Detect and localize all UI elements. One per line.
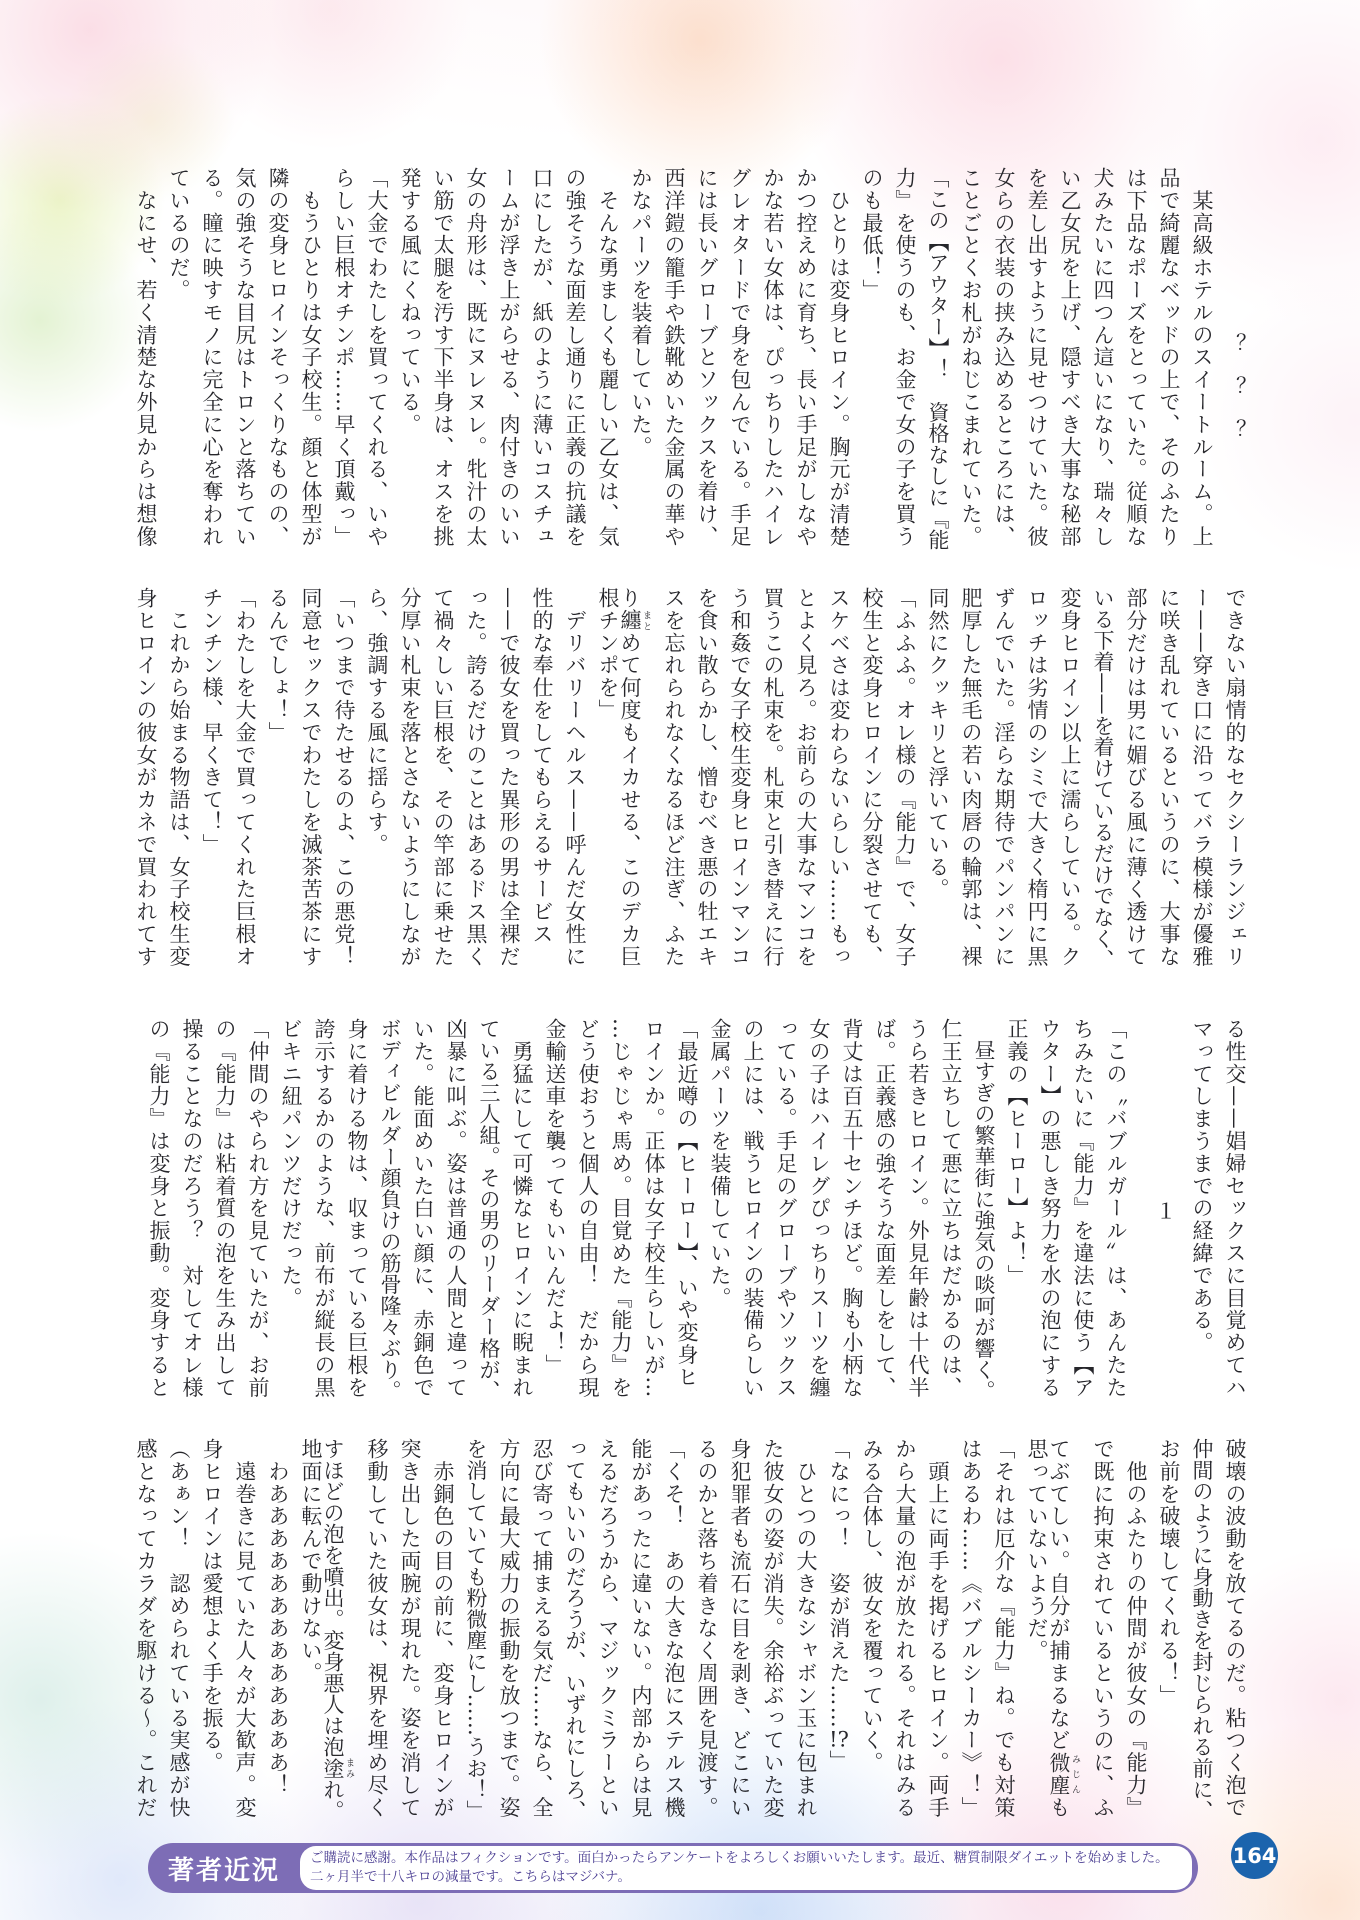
text-column: を消していても粉微塵にし……うお！」 [464, 1438, 488, 1822]
text-column: るんでしょ！」 [266, 587, 290, 744]
text-column: これから始まる物語は、女子校生変 [167, 587, 191, 968]
text-column: マってしまうまでの経緯である。 [1190, 1018, 1214, 1354]
text-column: 誇示するかのような、前布が縦長の黒 [312, 1018, 336, 1399]
text-column: ひとりは変身ヒロイン。胸元が清楚 [827, 167, 851, 548]
text-column: 「それは厄介な『能力』ね。でも対策 [992, 1438, 1016, 1819]
text-column: は下品なポーズをとっていた。従順な [1124, 167, 1148, 548]
text-column: ことごとくお札がねじこまれていた。 [959, 167, 983, 548]
text-column: すほどの泡を噴出。変身悪人は泡塗 まみれ。 [321, 1438, 354, 1822]
text-column: 身犯罪者も流石に目を剥き、どこにい [728, 1438, 752, 1819]
text-column: 身ヒロインの彼女がカネで買われてす [134, 587, 158, 968]
text-column: 校生と変身ヒロインに分裂させても、 [860, 587, 884, 968]
text-column: の強そうな面差し通りに正義の抗議を [563, 167, 587, 548]
text-column: 身ヒロインは愛想よく手を振る。 [200, 1438, 224, 1774]
text-column: ー——穿き口に沿ってバラ模様が優雅 [1190, 587, 1214, 968]
text-column: えるだろうから、マジックミラーとい [596, 1438, 620, 1819]
text-column: い乙女尻を上げ、隠すべき大事な秘部 [1058, 167, 1082, 548]
text-column: かな若い女体は、ぴっちりしたハイレ [761, 167, 785, 548]
text-column: に咲き乱れているというのに、大事な [1157, 587, 1181, 968]
text-column: 感となってカラダを駆ける～。これだ [134, 1438, 158, 1819]
text-column: 突き出した両腕が現れた。姿を消して [398, 1438, 422, 1819]
text-column: ってもいいのだろうが、いずれにしろ、 [563, 1438, 587, 1822]
text-column: いる下着——を着けているだけでなく、 [1091, 587, 1115, 971]
text-column: には長いグローブとソックスを着け、 [695, 167, 719, 548]
text-column: 頭上に両手を掲げるヒロイン。両手 [926, 1438, 950, 1819]
text-column: 「大金でわたしを買ってくれる、いや [365, 167, 389, 548]
text-column: 「くそ！ あの大きな泡にステルス機 [662, 1438, 686, 1819]
text-column: グレオタードで身を包んでいる。手足 [728, 167, 752, 548]
text-column: のも最低！」 [860, 167, 884, 302]
text-column: 女らの衣装の挟み込めるところには、 [992, 167, 1016, 548]
text-column: 背丈は百五十センチほど。胸も小柄な [840, 1018, 864, 1399]
text-column: るのかと落ち着きなく周囲を見渡す。 [695, 1438, 719, 1819]
text-column: そんな勇ましくも麗しい乙女は、気 [596, 167, 620, 548]
text-column: スを忘れられなくなるほど注ぎ、ふた [662, 587, 686, 968]
text-column: らしい巨根オチンポ……早く頂戴っ」 [332, 167, 356, 548]
text-column: る。瞳に映すモノに完全に心を奪われ [200, 167, 224, 548]
text-column: とよく見ろ。お前らの大事なマンコを [794, 587, 818, 968]
text-column: うら若きヒロイン。外見年齢は十代半 [906, 1018, 930, 1399]
text-column: 発する風にくねっている。 [398, 167, 422, 436]
text-column: 肥厚した無毛の若い肉唇の輪郭は、裸 [959, 587, 983, 968]
section-heading: ？？？ [1223, 333, 1247, 462]
section-heading: １ [1153, 1200, 1177, 1223]
text-column: の上には、戦うヒロインの装備らしい [741, 1018, 765, 1399]
text-column: 女の舟形は、既にヌレヌレ。牝汁の太 [464, 167, 488, 548]
text-column: 犬みたいに四つん這いになり、瑞々し [1091, 167, 1115, 548]
text-column: 身に着ける物は、収まっている巨根を [345, 1018, 369, 1399]
text-column: 気の強そうな目尻はトロンと落ちてい [233, 167, 257, 548]
text-column: 性的な奉仕をしてもらえるサービス [530, 587, 554, 946]
text-column: スケベさは変わらないらしい……もっ [827, 587, 851, 968]
text-column: 「ふふふ。オレ様の『能力』で、女子 [893, 587, 917, 968]
text-column: 品で綺麗なベッドの上で、そのふたり [1157, 167, 1181, 548]
text-column: ——で彼女を買った異形の男は全裸だ [497, 587, 521, 968]
text-column: …じゃじゃ馬め。目覚めた『能力』を [609, 1018, 633, 1399]
text-column: みる合体し、彼女を覆っていく。 [860, 1438, 884, 1774]
footer-label: 著者近況 [167, 1855, 280, 1886]
text-band-1 [123, 167, 1245, 551]
text-column: 力』を使うのも、お金で女の子を買う [893, 167, 917, 548]
text-column: かなパーツを装着していた。 [629, 167, 653, 459]
text-column: 口にしたが、紙のように薄いコスチュ [530, 167, 554, 548]
text-column: い筋で太腿を汚す下半身は、オスを挑 [431, 167, 455, 548]
text-column: 操ることなのだろう？ 対してオレ様 [180, 1018, 204, 1399]
text-column: 西洋鎧の籠手や鉄靴めいた金属の華や [662, 167, 686, 548]
footer-bar [148, 1843, 1198, 1893]
text-column: っている。手足のグローブやソックス [774, 1018, 798, 1399]
text-column: なにせ、若く清楚な外見からは想像 [134, 167, 158, 548]
text-column: ば。正義感の強そうな面差しをして、 [873, 1018, 897, 1399]
text-column: り纏 まとめて何度もイカせる、このデカ巨 [618, 587, 651, 968]
text-column: 「この【アウター】！ 資格なしに『能 [926, 167, 950, 551]
text-column: 破壊の波動を放てるのだ。粘つく泡で [1223, 1438, 1247, 1819]
text-column: 金属パーツを装備していた。 [708, 1018, 732, 1310]
text-column: できない扇情的なセクシーランジェリ [1223, 587, 1247, 968]
text-column: 分厚い札束を落とさないようにしなが [398, 587, 422, 968]
text-column: ウター】の悪しき努力を水の泡にする [1038, 1018, 1062, 1399]
text-column: 方向に最大威力の振動を放つまで。姿 [497, 1438, 521, 1819]
text-column: ボディビルダー顔負けの筋骨隆々ぶり。 [378, 1018, 402, 1402]
text-column: てぶてしい。自分が捕まるなど微塵 みじんも [1047, 1438, 1080, 1819]
text-column: ているのだ。 [167, 167, 191, 302]
text-column: を食い散らかし、憎むべき悪の牡エキ [695, 587, 719, 968]
text-column: ちみたいに『能力』を違法に使う【ア [1071, 1018, 1095, 1399]
text-column: 「なにっ！ 姿が消えた……!?」 [827, 1438, 851, 1773]
text-column: 部分だけは男に媚びる風に薄く透けて [1124, 587, 1148, 968]
footer-line-2: 二ヶ月半で十八キロの減量です。こちらはマジバナ。 [310, 1869, 632, 1885]
text-column: ームが浮き上がらせる、肉付きのいい [497, 167, 521, 548]
text-column: 地面に転んで動けない。 [299, 1438, 323, 1685]
text-column: 正義の【ヒーロー】よ！」 [1005, 1018, 1029, 1287]
text-column: 赤銅色の目の前に、変身ヒロインが [431, 1438, 455, 1819]
text-column: 同然にクッキリと浮いている。 [926, 587, 950, 901]
text-column: デリバリーヘルス——呼んだ女性に [563, 587, 587, 968]
text-column: 昼すぎの繁華街に強気の啖呵が響く。 [972, 1018, 996, 1402]
text-column: ロッチは劣情のシミで大きく楕円に黒 [1025, 587, 1049, 968]
text-column: どう使おうと個人の自由！ だから現 [576, 1018, 600, 1399]
text-column: 忍び寄って捕まえる気だ……なら、全 [530, 1438, 554, 1819]
text-column: 某高級ホテルのスイートルーム。上 [1190, 167, 1214, 548]
page-number: 164 [1232, 1843, 1277, 1868]
text-column: ビキニ紐パンツだけだった。 [279, 1018, 303, 1310]
text-column: 能があったに違いない。内部からは見 [629, 1438, 653, 1819]
text-band-2 [123, 587, 1245, 971]
text-column: 根チンポを」 [596, 587, 620, 722]
text-column: の『能力』は粘着質の泡を生み出して [213, 1018, 237, 1399]
text-column: 思っていないようだ。 [1025, 1438, 1049, 1662]
text-column: ずんでいた。淫らな期待でパンパンに [992, 587, 1016, 968]
text-column: 「この〝バブルガール〟は、あんたた [1104, 1018, 1128, 1399]
footer-line-1: ご購読に感謝。本作品はフィクションです。面白かったらアンケートをよろしくお願いいたします。最近、糖質制限ダイエットを始めました。 [310, 1850, 1169, 1866]
text-column: 他のふたりの仲間が彼女の『能力』 [1124, 1438, 1148, 1819]
page-number-badge [1231, 1832, 1278, 1879]
text-column: 買うこの札束を。札束と引き替えに行 [761, 587, 785, 968]
text-column: （あぁン！ 認められている実感が快 [167, 1438, 191, 1819]
text-column: はあるわ……《バブルシーカー》！」 [959, 1438, 983, 1819]
text-column: から大量の泡が放たれる。それはみる [893, 1438, 917, 1819]
text-column: チンチン様、早くきて！」 [200, 587, 224, 856]
text-column: 隣の変身ヒロインそっくりなものの、 [266, 167, 290, 548]
text-column: ら、強調する風に揺らす。 [365, 587, 389, 856]
text-column: ている三人組。その男のリーダー格が、 [477, 1018, 501, 1402]
text-column: 金輸送車を襲ってもいいんだよ！」 [543, 1018, 567, 1377]
text-column: て禍々しい巨根を、その竿部に乗せた [431, 587, 455, 968]
text-column: 移動していた彼女は、視界を埋め尽く [365, 1438, 389, 1819]
text-column: 凶暴に叫ぶ。姿は普通の人間と違って [444, 1018, 468, 1399]
text-column: で既に拘束されているというのに、ふ [1091, 1438, 1115, 1819]
text-column: 「仲間のやられ方を見ていたが、お前 [246, 1018, 270, 1399]
text-column: お前を破壊してくれる！」 [1157, 1438, 1181, 1707]
text-column: 「いつまで待たせるのよ、この悪党！ [332, 587, 356, 968]
text-column: った。誇るだけのことはあるドス黒く [464, 587, 488, 968]
footer-note-box [300, 1846, 1192, 1890]
text-column: の『能力』は変身と振動。変身すると [147, 1018, 171, 1399]
text-band-3 [136, 1018, 1245, 1402]
text-column: ロインか。正体は女子校生らしいが… [642, 1018, 666, 1399]
text-column: いた。能面めいた白い顔に、赤銅色で [411, 1018, 435, 1399]
text-column: る性交——娼婦セックスに目覚めてハ [1223, 1018, 1247, 1399]
text-column: ひとつの大きなシャボン玉に包まれ [794, 1438, 818, 1819]
text-column: う和姦で女子校生変身ヒロインマンコ [728, 587, 752, 968]
text-column: 「わたしを大金で買ってくれた巨根オ [233, 587, 257, 968]
text-column: 仲間のように身動きを封じられる前に、 [1190, 1438, 1214, 1822]
text-column: を差し出すように見せつけていた。彼 [1025, 167, 1049, 548]
text-column: 勇猛にして可憐なヒロインに睨まれ [510, 1018, 534, 1399]
text-column: 仁王立ちして悪に立ちはだかるのは、 [939, 1018, 963, 1399]
text-column: かつ控えめに育ち、長い手足がしなや [794, 167, 818, 548]
text-column: 同意セックスでわたしを滅茶苦茶にす [299, 587, 323, 968]
text-column: 「最近噂の【ヒーロー】、いや変身ヒ [675, 1018, 699, 1389]
text-column: 変身ヒロイン以上に濡らしている。ク [1058, 587, 1082, 968]
text-column: わあああああああああああああ！ [266, 1438, 290, 1797]
text-column: 遠巻きに見ていた人々が大歓声。変 [233, 1438, 257, 1819]
text-band-4 [123, 1438, 1245, 1822]
text-column: もうひとりは女子校生。顔と体型が [299, 167, 323, 548]
text-column: 女の子はハイレグぴっちりスーツを纏 [807, 1018, 831, 1399]
text-column: た彼女の姿が消失。余裕ぶっていた変 [761, 1438, 785, 1819]
